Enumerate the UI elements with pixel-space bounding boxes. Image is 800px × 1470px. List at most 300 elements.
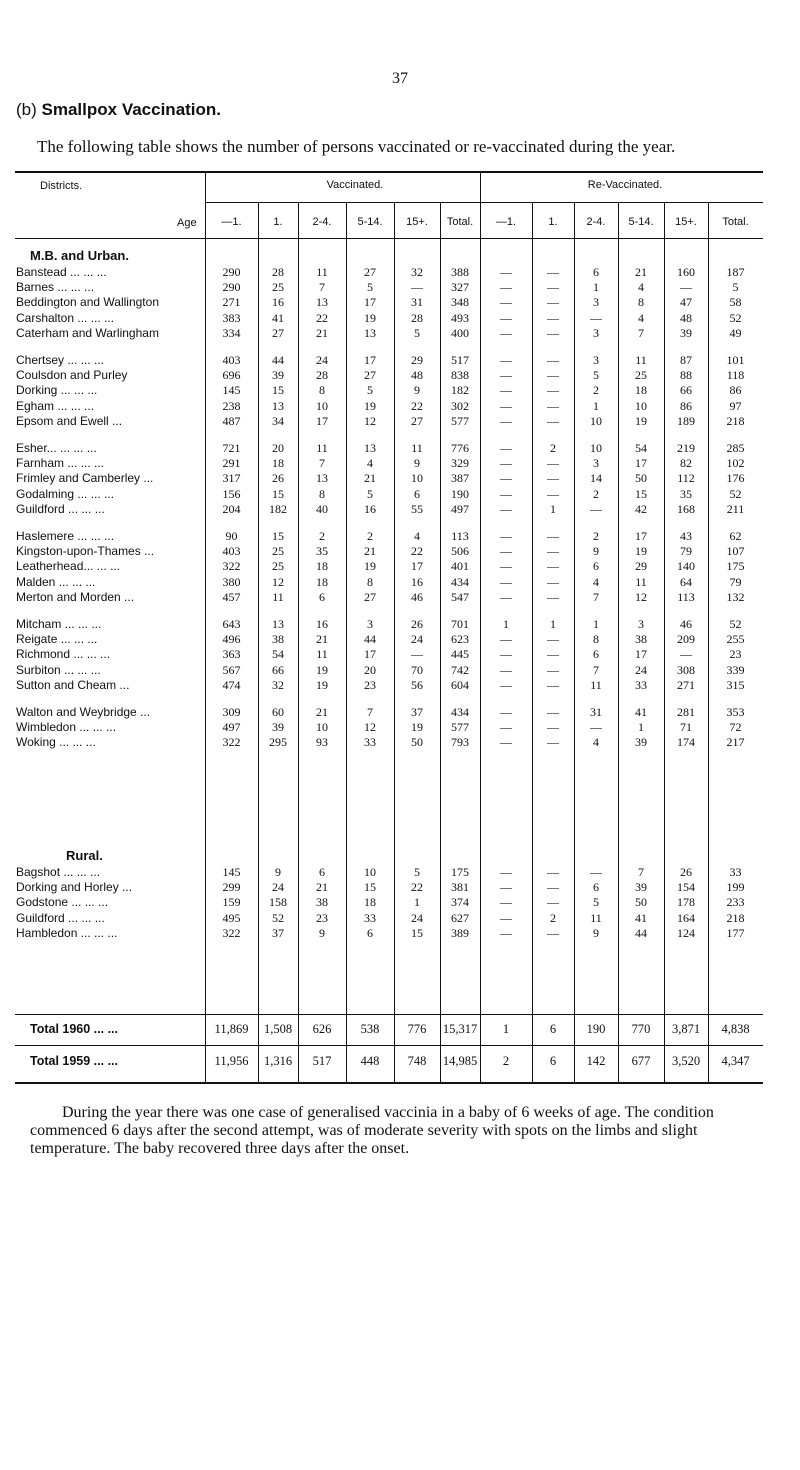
table-row	[0, 368, 800, 383]
district-name: Wimbledon ... ... ...	[16, 720, 117, 735]
table-cell: 132	[726, 589, 745, 604]
totals-cell: 1,508	[263, 1022, 293, 1036]
table-cell: 66	[272, 662, 284, 677]
table-cell: 506	[451, 544, 469, 559]
table-cell: 627	[451, 910, 469, 925]
table-cell: 86	[680, 398, 692, 413]
table-cell: 11	[272, 589, 284, 604]
table-cell: 374	[451, 895, 469, 910]
table-cell: —	[500, 544, 512, 559]
table-cell: 6	[593, 880, 599, 895]
table-cell: —	[547, 310, 559, 325]
table-cell: 302	[451, 398, 469, 413]
table-cell: 209	[677, 632, 695, 647]
table-cell: 16	[272, 295, 284, 310]
table-row	[0, 311, 800, 326]
table-cell: 2	[550, 441, 556, 455]
table-cell: 33	[729, 865, 742, 879]
table-cell: 24	[272, 880, 284, 895]
table-row	[0, 678, 800, 693]
district-name: Dorking ... ... ...	[16, 383, 98, 398]
table-cell: 12	[364, 413, 376, 428]
district-name: Dorking and Horley ...	[16, 880, 133, 895]
totals-rule-1	[15, 1014, 763, 1015]
table-cell: 10	[635, 398, 647, 413]
table-cell: 175	[451, 865, 469, 879]
totals-rule-2	[15, 1045, 763, 1046]
table-cell: 547	[451, 589, 469, 604]
table-cell: 9	[593, 544, 599, 559]
table-cell: 35	[316, 544, 328, 559]
table-cell: 23	[729, 647, 742, 662]
table-row	[0, 632, 800, 647]
table-cell: 1	[503, 617, 509, 631]
table-cell: 299	[222, 880, 241, 895]
table-cell: 26	[411, 617, 423, 631]
table-cell: 3	[638, 617, 644, 631]
table-cell: 145	[222, 865, 241, 879]
district-name: Barnes ... ... ...	[16, 280, 95, 295]
table-cell: 388	[451, 265, 469, 279]
table-cell: 6	[319, 865, 325, 879]
table-cell: 10	[590, 413, 602, 428]
table-cell: 19	[364, 559, 376, 574]
table-cell: 7	[593, 589, 599, 604]
table-cell: 19	[364, 310, 376, 325]
table-cell: 27	[364, 589, 376, 604]
table-cell: —	[547, 880, 559, 895]
table-cell: 290	[222, 265, 241, 279]
table-cell: 19	[635, 413, 647, 428]
table-cell: 190	[451, 486, 469, 501]
table-cell: 16	[364, 501, 376, 516]
table-cell: —	[500, 865, 512, 879]
table-cell: 16	[411, 574, 423, 589]
district-name: Haslemere ... ... ...	[16, 529, 115, 543]
table-cell: 55	[411, 501, 423, 516]
table-cell: 33	[364, 735, 376, 750]
table-cell: 41	[635, 705, 647, 719]
table-cell: —	[547, 720, 559, 735]
table-cell: 9	[275, 865, 281, 879]
section-label: M.B. and Urban.	[30, 248, 129, 263]
table-cell: 18	[316, 559, 328, 574]
table-cell: 15	[272, 529, 284, 543]
table-cell: 2	[367, 529, 373, 543]
district-name: Sutton and Cheam ...	[16, 677, 130, 692]
table-cell: —	[547, 735, 559, 750]
district-name: Guildford ... ... ...	[16, 501, 105, 516]
table-cell: —	[547, 383, 559, 398]
table-cell: 107	[726, 544, 745, 559]
table-cell: 38	[635, 632, 647, 647]
table-cell: 71	[680, 720, 692, 735]
table-cell: 19	[316, 677, 328, 692]
table-cell: —	[500, 265, 512, 279]
table-cell: 1	[550, 617, 556, 631]
table-cell: 381	[451, 880, 469, 895]
table-cell: 21	[635, 265, 647, 279]
table-cell: 5	[593, 368, 599, 383]
table-cell: 27	[411, 413, 423, 428]
district-name: Guildford ... ... ...	[16, 910, 105, 925]
table-cell: 156	[222, 486, 241, 501]
table-top-rule	[15, 171, 763, 173]
table-cell: 34	[272, 413, 284, 428]
table-cell: —	[547, 325, 559, 340]
table-cell: —	[500, 310, 512, 325]
totals-cell: 4,347	[721, 1054, 750, 1068]
table-cell: 177	[726, 925, 745, 940]
table-cell: 10	[316, 398, 328, 413]
table-cell: 50	[635, 895, 647, 910]
table-cell: 271	[677, 677, 695, 692]
table-cell: —	[547, 865, 559, 879]
table-cell: 164	[677, 910, 695, 925]
table-cell: 22	[411, 398, 423, 413]
table-cell: 567	[222, 662, 241, 677]
totals-cell: 3,520	[671, 1054, 701, 1068]
table-cell: —	[547, 368, 559, 383]
table-cell: 10	[590, 441, 602, 455]
district-name: Hambledon ... ... ...	[16, 925, 118, 940]
table-cell: 16	[316, 617, 328, 631]
table-cell: 23	[364, 677, 376, 692]
table-cell: 1	[593, 398, 599, 413]
table-cell: 17	[316, 413, 328, 428]
district-name: Chertsey ... ... ...	[16, 353, 105, 367]
table-cell: 199	[726, 880, 745, 895]
table-cell: 6	[593, 265, 599, 279]
table-cell: 495	[222, 910, 241, 925]
table-cell: 13	[316, 295, 328, 310]
table-cell: 19	[364, 398, 376, 413]
table-cell: 97	[729, 398, 742, 413]
table-cell: —	[680, 647, 692, 662]
table-cell: 41	[635, 910, 647, 925]
table-row	[0, 880, 800, 895]
table-cell: 25	[272, 280, 284, 295]
table-cell: —	[547, 353, 559, 367]
table-cell: 291	[222, 456, 241, 471]
totals-cell: 517	[312, 1054, 332, 1068]
table-cell: 23	[316, 910, 328, 925]
table-cell: 40	[316, 501, 328, 516]
age-column-header: 15+.	[675, 216, 697, 228]
table-cell: 327	[451, 280, 469, 295]
table-cell: 88	[680, 368, 692, 383]
table-cell: 17	[411, 559, 423, 574]
table-cell: —	[500, 720, 512, 735]
table-cell: 17	[635, 647, 647, 662]
table-cell: 13	[364, 441, 376, 455]
table-cell: 79	[729, 574, 742, 589]
table-cell: 604	[451, 677, 469, 692]
table-cell: 434	[451, 705, 469, 719]
district-name: Merton and Morden ...	[16, 589, 135, 604]
district-name: Banstead ... ... ...	[16, 265, 107, 279]
table-cell: 44	[635, 925, 647, 940]
table-cell: 18	[364, 895, 376, 910]
table-cell: 18	[272, 456, 284, 471]
table-cell: 24	[635, 662, 647, 677]
totals-cell: 6	[549, 1022, 557, 1036]
table-cell: 4	[414, 529, 420, 543]
totals-label: Total 1959 ... ...	[30, 1054, 118, 1068]
table-cell: 19	[411, 720, 423, 735]
table-row	[0, 559, 800, 574]
table-cell: 21	[364, 471, 376, 486]
table-cell: 7	[638, 865, 644, 879]
table-cell: 15	[272, 383, 284, 398]
table-cell: —	[500, 413, 512, 428]
table-cell: 60	[272, 705, 284, 719]
table-cell: 838	[451, 368, 469, 383]
table-cell: 14	[590, 471, 602, 486]
table-cell: 17	[364, 295, 376, 310]
table-cell: 18	[316, 574, 328, 589]
table-cell: 28	[316, 368, 328, 383]
table-cell: 308	[677, 662, 695, 677]
table-cell: —	[680, 280, 692, 295]
table-cell: 174	[677, 735, 695, 750]
district-name: Beddington and Wallington	[16, 295, 159, 310]
table-cell: —	[500, 895, 512, 910]
table-cell: 8	[367, 574, 373, 589]
district-name: Frimley and Camberley ...	[16, 471, 154, 486]
table-cell: 493	[451, 310, 469, 325]
table-cell: 17	[364, 647, 376, 662]
age-header: Age	[177, 217, 197, 229]
table-cell: —	[500, 677, 512, 692]
table-cell: 43	[680, 529, 692, 543]
table-cell: —	[500, 735, 512, 750]
totals-cell: 3,871	[671, 1022, 701, 1036]
district-name: Malden ... ... ...	[16, 574, 96, 589]
table-cell: 17	[364, 353, 376, 367]
table-row	[0, 544, 800, 559]
table-cell: 87	[680, 353, 692, 367]
table-cell: 52	[729, 617, 742, 631]
table-cell: 387	[451, 471, 469, 486]
table-cell: 322	[222, 559, 241, 574]
table-cell: 93	[316, 735, 328, 750]
table-cell: 182	[451, 383, 469, 398]
table-cell: 2	[593, 383, 599, 398]
totals-cell: 538	[360, 1022, 380, 1036]
table-cell: —	[590, 720, 602, 735]
table-row	[0, 295, 800, 310]
table-cell: 1	[593, 617, 599, 631]
table-cell: —	[547, 486, 559, 501]
table-cell: 233	[726, 895, 745, 910]
totals-cell: 626	[312, 1022, 332, 1036]
table-cell: 11	[316, 647, 328, 662]
table-cell: 2	[319, 529, 325, 543]
table-cell: 31	[590, 705, 602, 719]
table-cell: 9	[414, 456, 420, 471]
table-cell: 309	[222, 705, 241, 719]
district-name: Woking ... ... ...	[16, 735, 96, 750]
table-cell: 317	[222, 471, 241, 486]
heading-title: Smallpox Vaccination.	[41, 100, 222, 119]
table-cell: 17	[635, 456, 647, 471]
table-cell: 701	[451, 617, 469, 631]
table-bottom-rule	[15, 1082, 763, 1084]
district-name: Walton and Weybridge ...	[16, 705, 151, 719]
table-cell: 217	[726, 735, 745, 750]
table-cell: —	[500, 574, 512, 589]
table-cell: 623	[451, 632, 469, 647]
age-column-header: 15+.	[406, 216, 428, 228]
table-cell: 7	[319, 456, 325, 471]
table-cell: 7	[593, 662, 599, 677]
table-cell: 793	[451, 735, 469, 750]
age-column-header: —1.	[221, 216, 242, 228]
table-cell: 48	[680, 310, 692, 325]
table-cell: 322	[222, 735, 241, 750]
table-cell: 15	[635, 486, 647, 501]
table-cell: 696	[222, 368, 241, 383]
table-cell: 26	[272, 471, 284, 486]
district-name: Kingston-upon-Thames ...	[16, 544, 155, 559]
district-name: Egham ... ... ...	[16, 398, 95, 413]
table-cell: 255	[726, 632, 745, 647]
age-column-header: 5-14.	[628, 216, 654, 228]
table-cell: 3	[593, 353, 599, 367]
table-cell: —	[547, 471, 559, 486]
table-cell: —	[500, 925, 512, 940]
table-cell: 10	[411, 471, 423, 486]
table-row	[0, 383, 800, 398]
heading-prefix: (b)	[16, 100, 37, 119]
totals-cell: 1,316	[263, 1054, 293, 1068]
table-cell: —	[590, 501, 602, 516]
table-cell: 12	[364, 720, 376, 735]
table-cell: 4	[638, 280, 644, 295]
table-row	[0, 911, 800, 926]
table-cell: 42	[635, 501, 647, 516]
table-cell: —	[547, 662, 559, 677]
table-cell: 17	[635, 529, 647, 543]
table-cell: 8	[319, 486, 325, 501]
table-cell: 7	[319, 280, 325, 295]
table-cell: 13	[364, 325, 376, 340]
totals-label: Total 1960 ... ...	[30, 1022, 118, 1036]
district-name: Mitcham ... ... ...	[16, 617, 102, 631]
table-cell: 3	[593, 295, 599, 310]
table-cell: 21	[364, 544, 376, 559]
district-name: Richmond ... ... ...	[16, 647, 111, 662]
table-cell: 58	[729, 295, 742, 310]
table-cell: 26	[680, 865, 692, 879]
table-cell: 218	[726, 910, 745, 925]
table-cell: 15	[411, 925, 423, 940]
table-cell: 5	[593, 895, 599, 910]
table-row	[0, 590, 800, 605]
table-cell: 401	[451, 559, 469, 574]
table-cell: 5	[732, 280, 739, 295]
table-row	[0, 399, 800, 414]
table-row	[0, 865, 800, 880]
table-cell: —	[500, 486, 512, 501]
table-cell: 5	[367, 280, 373, 295]
table-row	[0, 647, 800, 662]
table-cell: 27	[364, 368, 376, 383]
table-cell: —	[500, 559, 512, 574]
age-column-header: Total.	[446, 216, 474, 228]
table-row	[0, 720, 800, 735]
table-cell: 41	[272, 310, 284, 325]
table-cell: 64	[680, 574, 692, 589]
table-cell: 20	[364, 662, 376, 677]
table-cell: 25	[272, 544, 284, 559]
table-cell: 10	[316, 720, 328, 735]
table-cell: 13	[316, 471, 328, 486]
table-cell: —	[500, 383, 512, 398]
table-cell: 32	[411, 265, 423, 279]
table-cell: 145	[222, 383, 241, 398]
table-cell: 44	[364, 632, 376, 647]
table-cell: 46	[680, 617, 692, 631]
table-cell: 6	[593, 647, 599, 662]
district-name: Leatherhead... ... ...	[16, 559, 121, 574]
table-row	[0, 265, 800, 280]
table-cell: 52	[729, 310, 742, 325]
table-cell: 39	[635, 880, 647, 895]
table-cell: 72	[729, 720, 742, 735]
table-cell: —	[500, 353, 512, 367]
table-cell: 113	[677, 589, 695, 604]
table-cell: —	[547, 647, 559, 662]
district-name: Farnham ... ... ...	[16, 456, 105, 471]
table-cell: 11	[590, 677, 602, 692]
table-cell: 22	[411, 544, 423, 559]
totals-cell: 14,985	[442, 1054, 478, 1068]
table-cell: 33	[635, 677, 647, 692]
district-name: Godstone ... ... ...	[16, 895, 109, 910]
table-cell: —	[500, 529, 512, 543]
table-cell: 124	[677, 925, 695, 940]
table-cell: 577	[451, 720, 469, 735]
table-cell: 24	[411, 910, 423, 925]
table-cell: 39	[272, 720, 284, 735]
table-cell: 4	[367, 456, 373, 471]
table-cell: —	[500, 910, 512, 925]
table-cell: 11	[635, 574, 647, 589]
table-cell: —	[500, 662, 512, 677]
table-cell: 11	[316, 441, 328, 455]
table-cell: 776	[451, 441, 469, 455]
table-cell: 189	[677, 413, 695, 428]
table-cell: —	[500, 295, 512, 310]
table-cell: 37	[272, 925, 284, 940]
age-column-header: 5-14.	[357, 216, 383, 228]
table-cell: 160	[677, 265, 695, 279]
table-cell: 178	[677, 895, 695, 910]
table-cell: 140	[677, 559, 695, 574]
totals-cell: 448	[360, 1054, 380, 1068]
table-cell: 50	[635, 471, 647, 486]
table-cell: 113	[451, 529, 469, 543]
table-cell: 11	[411, 441, 423, 455]
table-cell: 1	[638, 720, 644, 735]
table-cell: 21	[316, 880, 328, 895]
table-cell: 13	[272, 617, 284, 631]
table-cell: 643	[222, 617, 241, 631]
table-cell: 5	[414, 325, 420, 340]
age-column-header: 2-4.	[312, 216, 332, 228]
